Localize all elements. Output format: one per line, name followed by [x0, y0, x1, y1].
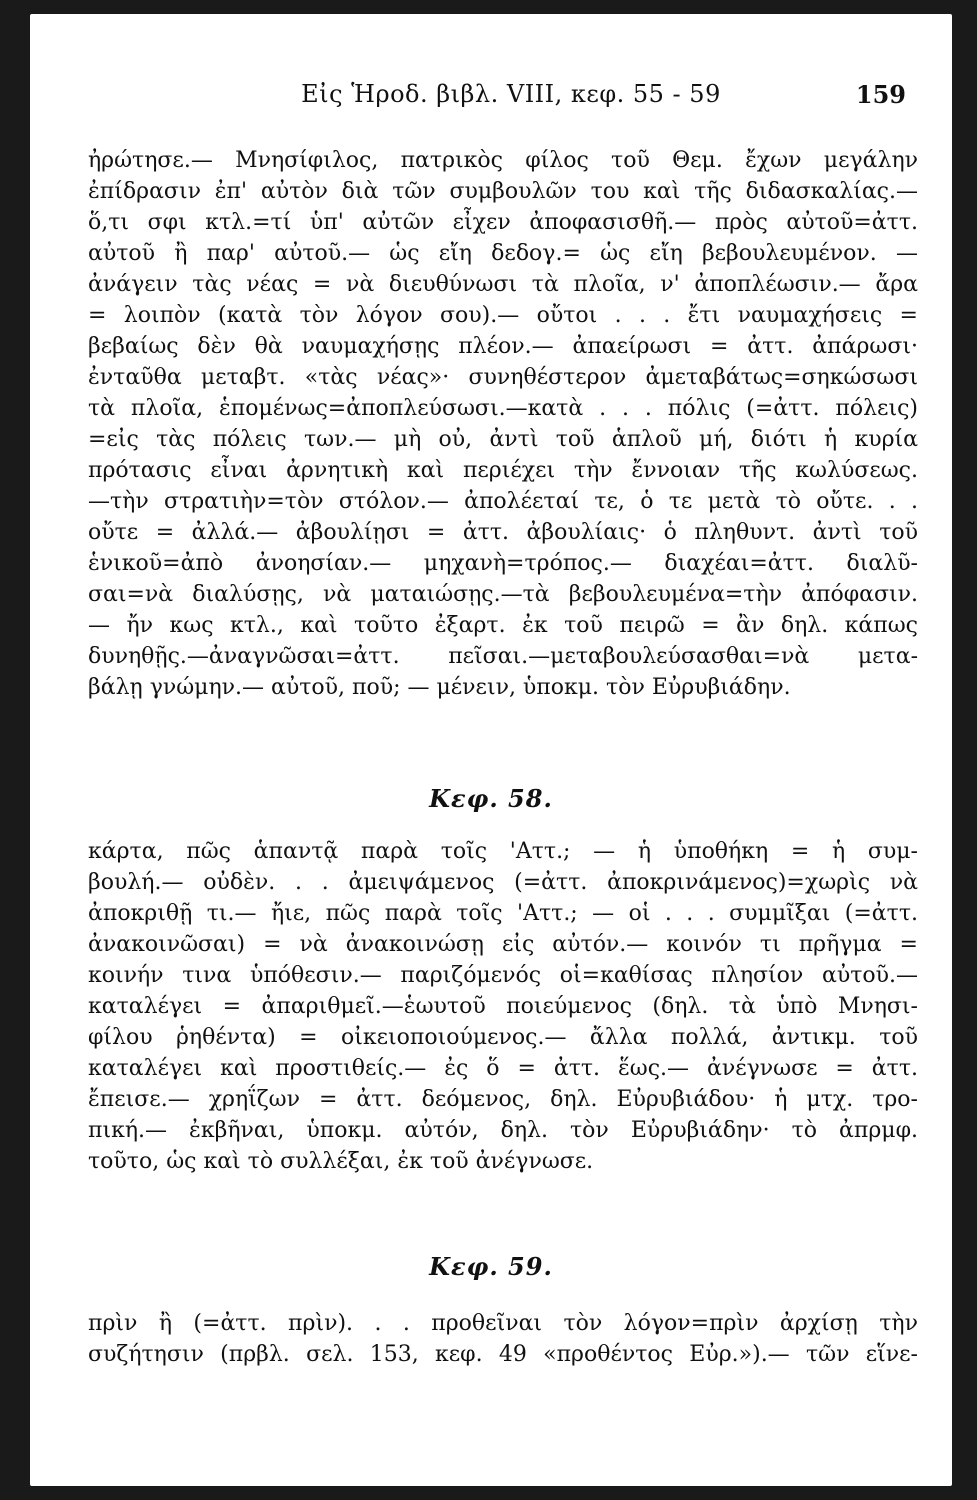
section-heading-59: Κεφ. 59. — [429, 1252, 553, 1281]
page-number: 159 — [855, 80, 906, 109]
text-line: ἀνακοινῶσαι) = νὰ ἀνακοινώσῃ εἰς αὐτόν.— κοινόν τι πρῆγμα = — [88, 932, 918, 957]
text-line: ἐπίδρασιν ἐπ' αὐτὸν διὰ τῶν συμβουλῶν του καὶ τῆς διδασκαλίας.— — [88, 179, 918, 204]
text-line: πρότασις εἶναι ἀρνητικὴ καὶ περιέχει τὴν ἔννοιαν τῆς κωλύσεως. — [88, 458, 918, 483]
text-line: σαι=νὰ διαλύσῃς, νὰ ματαιώσῃς.—τὰ βεβουλευμένα=τὴν ἀπόφασιν. — [88, 582, 918, 607]
text-line: ἔπεισε.— χρηΐζων = ἀττ. δεόμενος, δηλ. Εὐρυβιάδου· ἡ μτχ. τρο- — [88, 1087, 918, 1112]
text-line: ἑνικοῦ=ἀπὸ ἀνοησίαν.— μηχανὴ=τρόπος.— διαχέαι=ἀττ. διαλῦ- — [88, 551, 918, 576]
text-line: ὅ,τι σφι κτλ.=τί ὑπ' αὐτῶν εἶχεν ἀποφασισθῆ.— πρὸς αὐτοῦ=ἀττ. — [88, 210, 918, 235]
text-line: οὔτε = ἀλλά.— ἀβουλίῃσι = ἀττ. ἀβουλίαις· ὁ πληθυντ. ἀντὶ τοῦ — [88, 520, 918, 545]
section-59-text — [88, 1308, 918, 1370]
text-line: ἐνταῦθα μεταβτ. «τὰς νέας»· συνηθέστερον ἀμεταβάτως=σηκώσωσι — [88, 365, 918, 390]
text-line: ἠρώτησε.— Μνησίφιλος, πατρικὸς φίλος τοῦ Θεμ. ἔχων μεγάλην — [88, 148, 918, 173]
running-title: Εἰς Ἡροδ. βιβλ. VIII, κεφ. 55 - 59 — [301, 80, 721, 108]
text-line: βεβαίως δὲν θὰ ναυμαχήσῃς πλέον.— ἀπαείρωσι = ἀττ. ἀπάρωσι· — [88, 334, 918, 359]
book-page — [30, 14, 952, 1486]
text-line: καταλέγει = ἀπαριθμεῖ.—ἑωυτοῦ ποιεύμενος (δηλ. τὰ ὑπὸ Μνησι- — [88, 994, 918, 1019]
text-line: δυνηθῇς.—ἀναγνῶσαι=ἀττ. πεῖσαι.—μεταβουλεύσασθαι=νὰ μετα- — [88, 644, 918, 669]
text-line: πική.— ἐκβῆναι, ὑποκμ. αὐτόν, δηλ. τὸν Εὐρυβιάδην· τὸ ἀπρμφ. — [88, 1118, 918, 1143]
text-line: βάλῃ γνώμην.— αὐτοῦ, ποῦ; — μένειν, ὑποκμ. τὸν Εὐρυβιάδην. — [88, 675, 791, 700]
text-line: =εἰς τὰς πόλεις των.— μὴ οὐ, ἀντὶ τοῦ ἁπλοῦ μή, διότι ἡ κυρία — [88, 427, 918, 452]
text-line: —τὴν στρατιὴν=τὸν στόλον.— ἀπολέεταί τε, ὁ τε μετὰ τὸ οὔτε. . . — [88, 489, 918, 514]
text-line: — ἤν κως κτλ., καὶ τοῦτο ἐξαρτ. ἐκ τοῦ πειρῶ = ἂν δηλ. κάπως — [88, 613, 918, 638]
text-line: συζήτησιν (πρβλ. σελ. 153, κεφ. 49 «προθέντος Εὐρ.»).— τῶν εἵνε- — [88, 1342, 918, 1367]
text-line: ἀνάγειν τὰς νέας = νὰ διευθύνωσι τὰ πλοῖα, ν' ἀποπλέωσιν.— ἄρα — [88, 272, 918, 297]
text-line: πρὶν ἢ (=ἀττ. πρὶν). . . προθεῖναι τὸν λόγον=πρὶν ἀρχίσῃ τὴν — [88, 1311, 918, 1336]
text-line: τὰ πλοῖα, ἑπομένως=ἀποπλεύσωσι.—κατὰ . . . πόλις (=ἀττ. πόλεις) — [88, 396, 918, 421]
running-header — [106, 80, 916, 116]
text-line: καταλέγει καὶ προστιθείς.— ἐς ὅ = ἀττ. ἕως.— ἀνέγνωσε = ἀττ. — [88, 1056, 918, 1081]
text-line: φίλου ῥηθέντα) = οἰκειοποιούμενος.— ἄλλα πολλά, ἀντικμ. τοῦ — [88, 1025, 918, 1050]
section-58-text — [88, 836, 918, 1177]
commentary-text — [88, 145, 918, 703]
section-heading-58: Κεφ. 58. — [429, 784, 553, 813]
text-line: ἀποκριθῇ τι.— ἤιε, πῶς παρὰ τοῖς 'Αττ.; — οἱ . . . συμμῖξαι (=ἀττ. — [88, 901, 918, 926]
text-line: αὐτοῦ ἢ παρ' αὐτοῦ.— ὡς εἴη δεδογ.= ὡς εἴη βεβουλευμένον. — — [88, 241, 918, 266]
text-line: κάρτα, πῶς ἁπαντᾷ παρὰ τοῖς 'Αττ.; — ἡ ὑποθήκη = ἡ συμ- — [88, 839, 918, 864]
text-line: κοινήν τινα ὑπόθεσιν.— παριζόμενός οἱ=καθίσας πλησίον αὐτοῦ.— — [88, 963, 918, 988]
text-line: βουλή.— οὐδὲν. . . ἀμειψάμενος (=ἀττ. ἀποκρινάμενος)=χωρὶς νὰ — [88, 870, 918, 895]
text-line: = λοιπὸν (κατὰ τὸν λόγον σου).— οὔτοι . . . ἔτι ναυμαχήσεις = — [88, 303, 918, 328]
text-line: τοῦτο, ὡς καὶ τὸ συλλέξαι, ἐκ τοῦ ἀνέγνωσε. — [88, 1149, 594, 1174]
